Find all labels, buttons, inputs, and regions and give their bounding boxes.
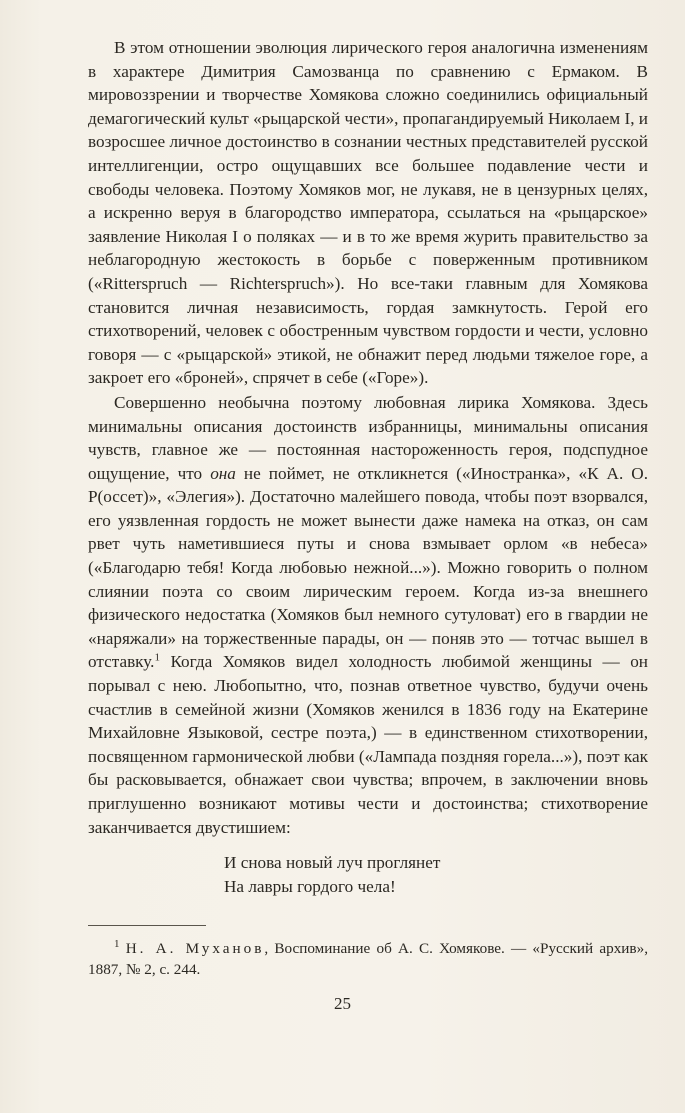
main-text-column xyxy=(88,36,648,898)
footnote-text: , Воспоминание об А. С. Хомякове. — «Русский архив», 1887, № 2, с. 244. xyxy=(88,940,648,978)
footnote xyxy=(88,938,648,980)
footnote-reference: 1 xyxy=(154,651,160,664)
paragraph-2-part-b: не поймет, не откликнется («Иностранка», «К А. О. Р(оссет)», «Элегия»). Достаточно малейшего повода, чтобы поэт взорвался, его уязвленная гордость не может вынести даже намека на отказ, он сам рвет чуть наметившиеся путы и снова взмывает орлом «в небеса» («Благодарю тебя! Когда любовью нежной...»). Можно говорить о полном слиянии поэта со своим лирическим героем. Когда из-за внешнего физического недостатка (Хомяков был немного сутуловат) его в гвардии не «наряжали» на торжественные парады, он — поняв это — тотчас вышел в отставку. xyxy=(88,463,648,672)
paragraph-2 xyxy=(88,391,648,839)
footnote-mark: 1 xyxy=(114,937,120,950)
verse-couplet xyxy=(224,851,648,898)
paragraph-2-part-c: Когда Хомяков видел холодность любимой женщины — он порывал с нею. Любопытно, что, познав ответное чувство, будучи очень счастлив в семейной жизни (Хомяков женился в 1836 году на Екатерине Михайловне Языковой, сестре поэта,) — в единственном стихотворении, посвященном гармонической любви («Лампада поздняя горела...»), поэт как бы расковывается, обнажает свои чувства; впрочем, в заключении вновь приглушенно возникают мотивы чести и достоинства; стихотворение заканчивается двустишием: xyxy=(88,652,648,837)
footnote-divider xyxy=(88,925,206,926)
paragraph-1: В этом отношении эволюция лирического героя аналогична изменениям в характере Димитрия Самозванца по сравнению с Ермаком. В мировоззрении и творчестве Хомякова сложно соединились официальный демагогический культ «рыцарской чести», пропагандируемый Николаем I, и возросшее личное достоинство в сознании честных представителей русской интеллигенции, остро ощущавших все большее подавление чести и свободы человека. Поэтому Хомяков мог, не лукавя, не в цензурных целях, а искренно веруя в благородство императора, ссылаться на «рыцарское» заявление Николая I о поляках — и в то же время журить правительство за неблагородную жестокость в борьбе с поверженным противником («Rittersprucһ — Richterspruch»). Но все-таки главным для Хомякова становится личная независимость, гордая замкнутость. Герой его стихотворений, человек с обостренным чувством гордости и чести, условно говоря — с «рыцарской» этикой, не обнажит перед людьми тяжелое горе, а закроет его «броней», спрячет в себе («Горе»). xyxy=(88,38,648,388)
verse-line-2: На лавры гордого чела! xyxy=(224,876,396,896)
footnote-author: Н. А. Муханов xyxy=(125,940,265,957)
verse-line-1: И снова новый луч проглянет xyxy=(224,853,441,873)
page-number: 25 xyxy=(334,994,351,1013)
paragraph-2-part-a: Совершенно необычна поэтому любовная лирика Хомякова. Здесь минимальны описания достоинств избранницы, минимальны описания чувств, главное же — постоянная настороженность героя, подспудное ощущение, что xyxy=(88,392,648,483)
paragraph-2-italic-word: она xyxy=(210,463,236,483)
